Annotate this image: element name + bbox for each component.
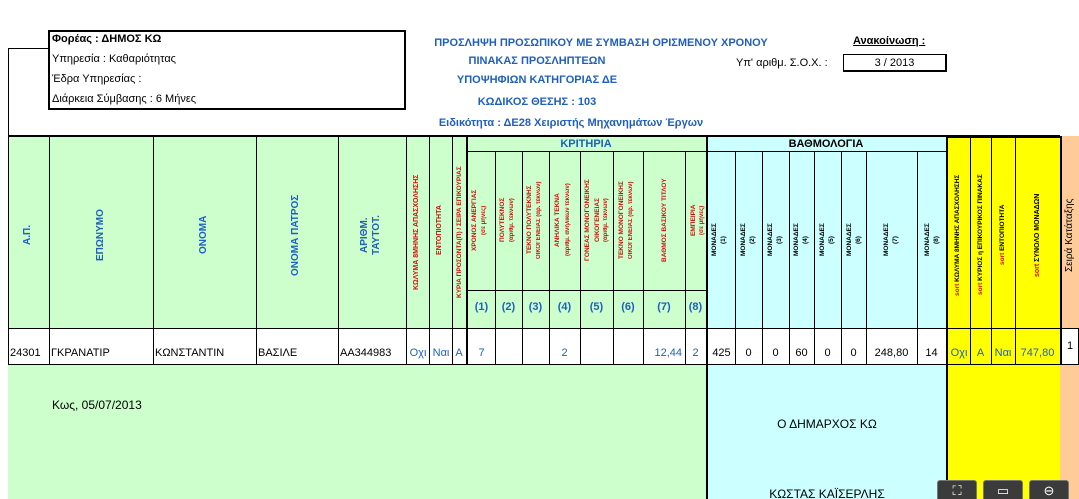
col-line bbox=[735, 152, 736, 365]
crit6-sub: ΟΙΚΟΓΕΝΕΙΑΣ (αρ. τέκνων) bbox=[628, 181, 634, 259]
monades6-num: (6) bbox=[855, 236, 862, 244]
col-line bbox=[613, 152, 614, 365]
col-line bbox=[917, 152, 918, 365]
col-line bbox=[789, 152, 790, 365]
row-c7: 12,44 bbox=[654, 347, 682, 359]
footer-bg-sort bbox=[948, 365, 1060, 499]
crit4-num: (4) bbox=[557, 301, 572, 313]
sort-entopiotita-header bbox=[998, 160, 1007, 310]
row-eponymo: ΓΚΡΑΝΑΤΙΡ bbox=[51, 347, 110, 359]
row-entopiotita: Ναι bbox=[432, 347, 450, 359]
foreas-label: Φορέας : ΔΗΜΟΣ ΚΩ bbox=[52, 33, 162, 45]
edra-label: Έδρα Υπηρεσίας : bbox=[52, 73, 142, 85]
monades7-num: (7) bbox=[892, 236, 899, 244]
sort-kyrios-header bbox=[976, 145, 985, 325]
col-line bbox=[256, 136, 257, 365]
crit4-label: ΑΝΗΛΙΚΑ ΤΕΚΝΑ bbox=[554, 193, 561, 247]
header-kolyma: ΚΩΛΥΜΑ 8ΜΗΝΗΣ ΑΠΑΣΧΟΛΗΣΗΣ bbox=[413, 174, 420, 291]
sort-synolo-header bbox=[1033, 170, 1042, 300]
announcement-label: Ανακοίνωση : bbox=[853, 35, 926, 47]
row-ap: 24301 bbox=[10, 347, 41, 359]
header-vathmologia: ΒΑΘΜΟΛΟΓΙΑ bbox=[788, 138, 864, 150]
monades7-label: ΜΟΝΑΔΕΣ bbox=[883, 223, 890, 257]
col-line bbox=[762, 152, 763, 365]
header-top-border bbox=[8, 135, 1060, 137]
header-tautot: ΤΑΥΤΟΤ. bbox=[371, 215, 382, 255]
page-view-icon: ▭ bbox=[996, 483, 1010, 498]
crit1-sub: (σε μήνες) bbox=[481, 205, 487, 235]
crit1-num: (1) bbox=[474, 301, 489, 313]
crit5-sub2: (αριθμ. τέκνων) bbox=[603, 198, 609, 242]
monades8-num: (8) bbox=[933, 236, 940, 244]
sort-kyrios-label: ΚΥΡΙΟΣ η ΕΠΙΚΟΥΡΙΚΟΣ ΠΙΝΑΚΑΣ bbox=[977, 174, 984, 282]
sort-prefix: sort bbox=[1034, 263, 1041, 277]
col-line bbox=[643, 152, 644, 365]
col-line bbox=[706, 365, 708, 499]
header-kyria: ΚΥΡΙΑ ΠΡΟΣΟΝΤΑ(Π) / ΣΕΙΡΑ ΕΠΙΚΟΥΡΙΑΣ bbox=[456, 166, 463, 299]
row-m7: 248,80 bbox=[874, 347, 909, 359]
crit3-num: (3) bbox=[528, 301, 543, 313]
footer-mayor-name: ΚΩΣΤΑΣ ΚΑΪΣΕΡΛΗΣ bbox=[769, 487, 885, 499]
col-line bbox=[452, 136, 453, 365]
crit5-label: ΓΟΝΕΑΣ ΜΟΝΟΓΟΝΕΙΚΗΣ bbox=[584, 179, 591, 261]
footer-bg-mid bbox=[708, 365, 946, 499]
zoom-out-button[interactable] bbox=[1029, 480, 1069, 499]
crit1-label: ΧΡΟΝΟΣ ΑΝΕΡΓΙΑΣ bbox=[471, 189, 478, 251]
monades5-label: ΜΟΝΑΔΕΣ bbox=[819, 223, 826, 257]
bracket-line bbox=[8, 48, 48, 49]
crit2-label: ΠΟΛΥΤΕΚΝΟΣ bbox=[499, 197, 506, 243]
col-line bbox=[866, 152, 867, 365]
col-line bbox=[841, 152, 842, 365]
monades2-label: ΜΟΝΑΔΕΣ bbox=[740, 223, 747, 257]
crit4-sub: (αριθμ. ανήλικων τέκνων) bbox=[565, 183, 571, 257]
sort-kolyma-header bbox=[953, 145, 962, 325]
col-line bbox=[153, 136, 154, 365]
col-line bbox=[814, 152, 815, 365]
col-line bbox=[946, 365, 948, 499]
title-line-3: ΥΠΟΨΗΦΙΩΝ ΚΑΤΗΓΟΡΙΑΣ ΔΕ bbox=[456, 74, 618, 86]
row-kyria: Α bbox=[455, 347, 463, 359]
row-s-kolyma: Οχι bbox=[950, 347, 968, 359]
monades4-num: (4) bbox=[802, 236, 809, 244]
header-kritiria: ΚΡΙΤΗΡΙΑ bbox=[560, 138, 612, 150]
row-c4: 2 bbox=[561, 347, 568, 359]
monades4-label: ΜΟΝΑΔΕΣ bbox=[793, 223, 800, 257]
row-m3: 0 bbox=[772, 347, 779, 359]
footer-mayor-title: Ο ΔΗΜΑΡΧΟΣ ΚΩ bbox=[777, 417, 877, 431]
row-m1: 425 bbox=[712, 347, 731, 359]
col-line bbox=[495, 152, 496, 365]
bracket-line bbox=[8, 48, 9, 136]
crit7-num: (7) bbox=[657, 301, 671, 313]
sort-synolo-label: ΣΥΝΟΛΟ ΜΟΝΑΔΩΝ bbox=[1034, 193, 1041, 262]
crit2-num: (2) bbox=[501, 301, 516, 313]
col-line bbox=[406, 136, 407, 365]
sort-entopiotita-label: ΕΝΤΟΠΙΟΤΗΤΑ bbox=[999, 204, 1006, 252]
col-line bbox=[466, 136, 468, 365]
sort-kolyma-label: ΚΩΛΥΜΑ 8ΜΗΝΗΣ ΑΠΑΣΧΟΛΗΣΗΣ bbox=[954, 174, 961, 282]
col-line bbox=[522, 152, 523, 365]
group-header-line bbox=[466, 151, 946, 152]
row-m2: 0 bbox=[745, 347, 752, 359]
header-arithm: ΑΡΙΘΜ. bbox=[359, 217, 370, 253]
sort-prefix: sort bbox=[977, 283, 984, 296]
row-s-entopiotita: Ναι bbox=[994, 347, 1012, 359]
monades6-label: ΜΟΝΑΔΕΣ bbox=[846, 223, 853, 257]
row-m5: 0 bbox=[824, 347, 831, 359]
row-m8: 14 bbox=[925, 347, 938, 359]
monades1-num: (1) bbox=[720, 236, 727, 244]
fit-page-icon: ⛶ bbox=[952, 483, 962, 498]
header-onoma: ΟΝΟΜΑ bbox=[198, 215, 209, 255]
col-line bbox=[8, 136, 9, 365]
row-c8: 2 bbox=[692, 347, 699, 359]
crit5-sub: ΟΙΚΟΓΕΝΕΙΑΣ bbox=[594, 198, 601, 242]
criteria-num-line bbox=[466, 290, 706, 291]
row-tautotita: ΑΑ344983 bbox=[340, 347, 392, 359]
col-line bbox=[580, 152, 581, 365]
crit2-sub: (αριθμ. τέκνων) bbox=[509, 198, 515, 242]
title-line-5: Ειδικότητα : ΔΕ28 Χειριστής Μηχανημάτων Έργων bbox=[438, 117, 704, 129]
crit8-sub: (σε μήνες) bbox=[699, 205, 705, 235]
footer-place-date: Κως, 05/07/2013 bbox=[52, 398, 142, 412]
footer-bg-seira bbox=[1060, 365, 1079, 499]
header-onoma-patros: ΟΝΟΜΑ ΠΑΤΡΟΣ bbox=[290, 194, 301, 276]
crit3-sub: ΟΙΚΟΓΕΝΕΙΑΣ (αρ. τέκνων) bbox=[536, 181, 542, 259]
col-line bbox=[338, 136, 339, 365]
row-kolyma: Οχι bbox=[409, 347, 427, 359]
monades1-label: ΜΟΝΑΔΕΣ bbox=[711, 223, 718, 257]
row-c1: 7 bbox=[478, 347, 485, 359]
sort-prefix: sort bbox=[954, 283, 961, 296]
row-onoma: ΚΩΝΣΤΑΝΤΙΝ bbox=[155, 347, 225, 359]
header-seira: Σειρά Κατάταξης bbox=[1064, 198, 1075, 272]
page-view-button[interactable] bbox=[983, 480, 1023, 499]
title-line-2: ΠΙΝΑΚΑΣ ΠΡΟΣΛΗΠΤΕΩΝ bbox=[468, 55, 606, 67]
diarkeia-label: Διάρκεια Σύμβασης : 6 Μήνες bbox=[52, 93, 197, 105]
header-ap: Α.Π. bbox=[22, 225, 33, 245]
monades2-num: (2) bbox=[749, 236, 756, 244]
col-line bbox=[49, 136, 50, 365]
row-m6: 0 bbox=[850, 347, 857, 359]
monades5-num: (5) bbox=[828, 236, 835, 244]
monades3-label: ΜΟΝΑΔΕΣ bbox=[767, 223, 774, 257]
row-seira: 1 bbox=[1066, 340, 1074, 352]
crit7-label: ΒΑΘΜΟΣ ΒΑΣΙΚΟΥ ΤΙΤΛΟΥ bbox=[661, 178, 668, 262]
row-synolo: 747,80 bbox=[1020, 347, 1055, 359]
sox-value: 3 / 2013 bbox=[843, 54, 947, 72]
crit8-num: (8) bbox=[688, 301, 703, 313]
crit5-num: (5) bbox=[589, 301, 604, 313]
header-bottom-border bbox=[8, 328, 1079, 329]
footer-bg-left bbox=[8, 365, 706, 499]
col-line bbox=[685, 152, 686, 365]
col-line bbox=[429, 136, 430, 365]
sox-label: Υπ' αριθμ. Σ.Ο.Χ. : bbox=[736, 57, 828, 69]
crit6-label: ΤΕΚΝΟ ΜΟΝΟΓΟΝΕΙΚΗΣ bbox=[618, 181, 625, 259]
row-s-kyrios: Α bbox=[976, 347, 985, 359]
row-patros: ΒΑΣΙΛΕ bbox=[258, 347, 298, 359]
ypiresia-label: Υπηρεσία : Καθαριότητας bbox=[52, 53, 176, 65]
header-entopiotita: ΕΝΤΟΠΙΟΤΗΤΑ bbox=[436, 205, 443, 255]
crit8-label: ΕΜΠΕΙΡΙΑ bbox=[690, 204, 697, 236]
fit-page-button[interactable] bbox=[937, 480, 977, 499]
monades3-num: (3) bbox=[776, 236, 783, 244]
row-m4: 60 bbox=[795, 347, 808, 359]
sort-prefix: sort bbox=[999, 252, 1006, 266]
title-line-4: ΚΩΔΙΚΟΣ ΘΕΣΗΣ : 103 bbox=[477, 96, 597, 108]
header-eponymo: ΕΠΩΝΥΜΟ bbox=[95, 209, 106, 261]
col-line bbox=[1015, 329, 1016, 365]
monades8-label: ΜΟΝΑΔΕΣ bbox=[924, 223, 931, 257]
col-line bbox=[549, 152, 550, 365]
crit6-num: (6) bbox=[621, 301, 635, 313]
col-line bbox=[970, 329, 971, 365]
crit3-label: ΤΕΚΝΟ ΠΟΛΥΤΕΚΝΗΣ bbox=[526, 185, 533, 255]
zoom-out-icon: ⊖ bbox=[1043, 483, 1055, 498]
col-line bbox=[991, 329, 992, 365]
title-line-1: ΠΡΟΣΛΗΨΗ ΠΡΟΣΩΠΙΚΟΥ ΜΕ ΣΥΜΒΑΣΗ ΟΡΙΣΜΕΝΟΥ ΧΡΟΝΟΥ bbox=[434, 37, 768, 49]
